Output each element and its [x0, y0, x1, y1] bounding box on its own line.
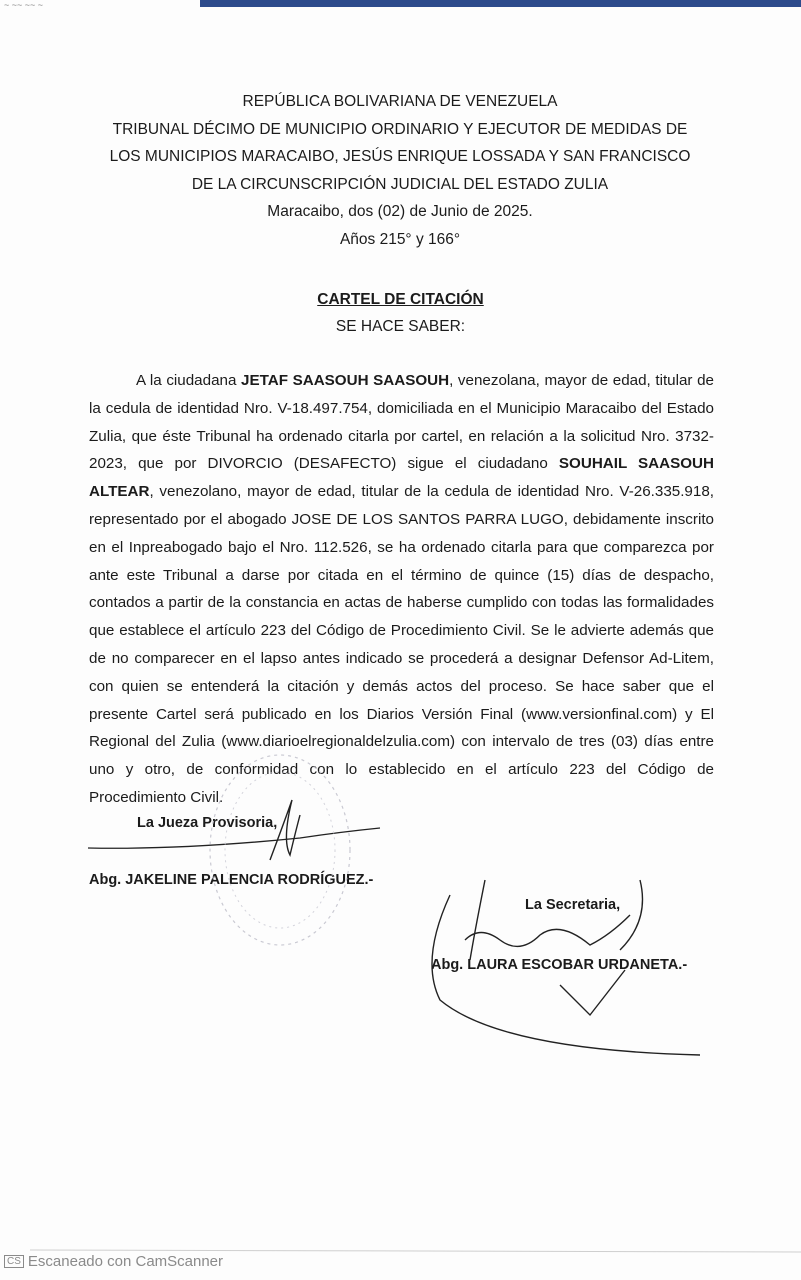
title-sub: SE HACE SABER:: [335, 318, 466, 335]
secretary-signature-loop: [432, 895, 700, 1055]
body-part-2: , venezolana, mayor de edad, titular de la cedula de identidad Nro. V-18.497.754, domiciliada en el Municipio Maracaibo del Estado Zulia, que éste Tribunal ha ordenado citarla por cartel, en relación a la solicitud Nro. 3732-2023, que por DIVORCIO (DESAFECTO) sigue el ciudadano: [89, 372, 714, 473]
camscanner-icon: CS: [4, 1255, 24, 1268]
court-stamp-inner: [225, 772, 335, 928]
court-stamp: [210, 755, 350, 945]
citee-name: JETAF SAASOUH SAASOUH: [241, 372, 450, 389]
header-line-1: REPÚBLICA BOLIVARIANA DE VENEZUELA: [242, 93, 558, 110]
scanner-watermark: [4, 1253, 223, 1270]
secretary-signature-scrawl: [465, 880, 643, 1015]
header-years: Años 215° y 166°: [339, 230, 461, 248]
corner-scribble: ~ ~~ ~~ ~: [4, 0, 44, 10]
header-line-4: DE LA CIRCUNSCRIPCIÓN JUDICIAL DEL ESTADO ZULIA: [191, 175, 609, 193]
secretary-name: Abg. LAURA ESCOBAR URDANETA.-: [431, 957, 688, 973]
petitioner-name: SOUHAIL SAASOUH ALTEAR: [89, 455, 714, 501]
title-main: CARTEL DE CITACIÓN: [317, 291, 484, 308]
header-date: Maracaibo, dos (02) de Junio de 2025.: [267, 203, 533, 220]
header-line-3: LOS MUNICIPIOS MARACAIBO, JESÚS ENRIQUE LOSSADA Y SAN FRANCISCO: [109, 148, 691, 165]
judge-signature-stroke: [270, 800, 300, 860]
secretary-title: La Secretaria,: [525, 897, 621, 913]
judge-signature-line: [88, 828, 380, 848]
footer-scan-line: [30, 1250, 801, 1252]
body-part-1: A la ciudadana: [136, 372, 242, 389]
judge-name: Abg. JAKELINE PALENCIA RODRÍGUEZ.-: [89, 872, 374, 888]
judge-title: La Jueza Provisoria,: [137, 815, 278, 831]
body-part-3: , venezolano, mayor de edad, titular de la cedula de identidad Nro. V-26.335.918, representado por el abogado JOSE DE LOS SANTOS PARRA LUGO, debidamente inscrito en el Inpreabogado bajo el Nro. 112.526, se ha ordenado citarla para que comparezca por ante este Tribunal a darse por citada en el término de quince (15) días de despacho, contados a partir de la constancia en actas de haberse cumplido con todas las formalidades que establece el artículo 223 del Código de Procedimiento Civil. Se le advierte además que de no comparecer en el lapso antes indicado se procederá a designar Defensor Ad-Litem, con quien se entenderá la citación y demás actos del proceso. Se hace saber que el presente Cartel será publicado en los Diarios Versión Final (www.versionfinal.com) y El Regional del Zulia (www.diarioelregionaldelzulia.com) con intervalo de tres (03) días entre uno y otro, de conformidad con lo establecido en el artículo 223 del Código de Procedimiento Civil.: [89, 483, 714, 806]
header-line-2: TRIBUNAL DÉCIMO DE MUNICIPIO ORDINARIO Y EJECUTOR DE MEDIDAS DE: [112, 120, 688, 138]
scanner-watermark-text: Escaneado con CamScanner: [27, 1253, 224, 1270]
